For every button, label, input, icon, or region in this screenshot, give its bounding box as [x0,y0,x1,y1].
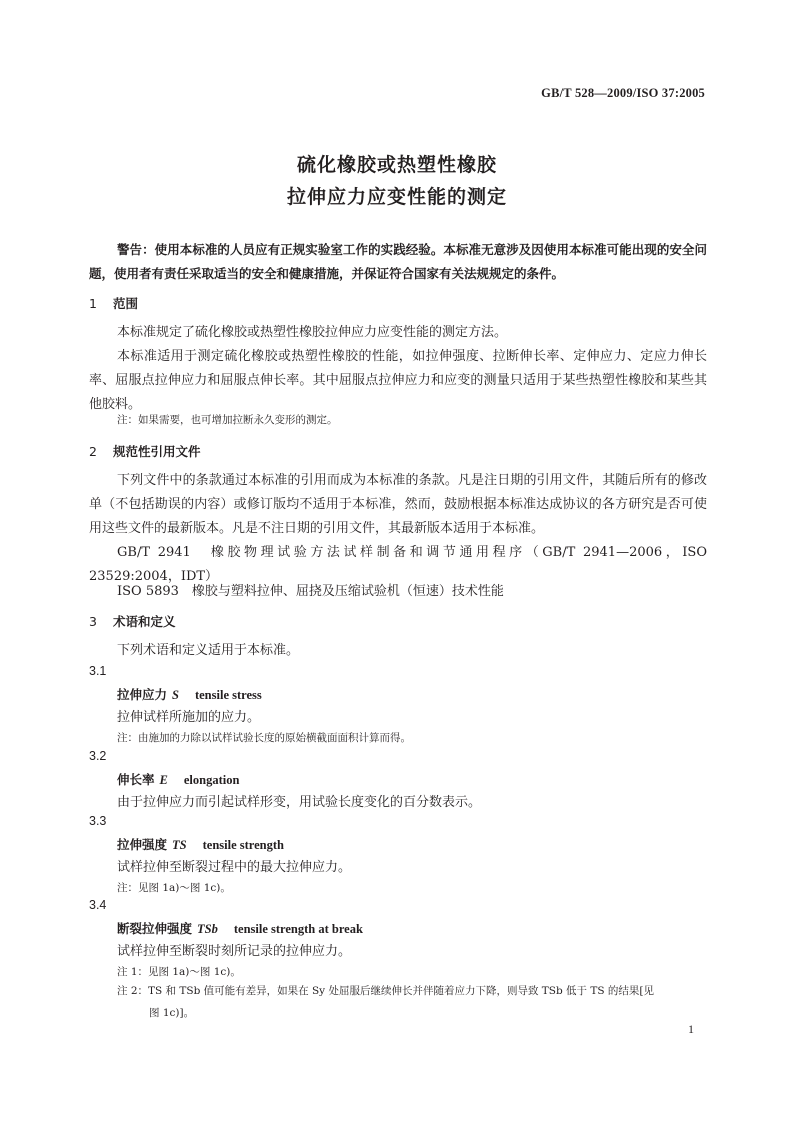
title-line-2: 拉伸应力应变性能的测定 [286,186,507,208]
section-1-paragraph-1: 本标准规定了硫化橡胶或热塑性橡胶拉伸应力应变性能的测定方法。 [117,325,508,340]
title-line-1: 硫化橡胶或热塑性橡胶 [296,154,497,176]
clause-number: 3.1 [89,664,107,678]
clause-number: 3.4 [89,898,107,912]
term-elongation: 伸长率 E elongation [117,772,240,787]
reference-gbt-2941: GB/T 2941 橡胶物理试验方法试样制备和调节通用程序（GB/T 2941—2006，ISO 23529:2004，IDT） [89,545,707,584]
term-tensile-strength: 拉伸强度 TS tensile strength [117,837,284,852]
section-2-heading [89,442,201,460]
section-title: 范围 [113,296,139,311]
term-note: 注：由施加的力除以试样试验长度的原始横截面面积计算而得。 [117,732,411,744]
term-definition: 拉伸试样所施加的应力。 [117,710,261,725]
section-title: 术语和定义 [113,614,176,629]
term-definition: 由于拉伸应力而引起试样形变，用试验长度变化的百分数表示。 [117,795,482,810]
section-number: 3 [89,614,97,629]
standard-code: GB/T 528—2009/ISO 37:2005 [541,86,705,100]
section-title: 规范性引用文件 [113,444,201,459]
term-tensile-stress: 拉伸应力 S tensile stress [117,687,262,702]
section-1-heading [89,294,138,312]
term-note-1: 注 1：见图 1a)～图 1c)。 [117,966,241,978]
term-note: 注：见图 1a)～图 1c)。 [117,882,231,894]
term-definition: 试样拉伸至断裂时刻所记录的拉伸应力。 [117,944,352,959]
term-note-2: 注 2：TS 和 TSb 值可能有差异，如果在 Sy 处屈服后继续伸长并伴随着应力下降，则导致 TSb 低于 TS 的结果[见 图 1c)]。 [117,985,655,1019]
term-tensile-strength-at-break: 断裂拉伸强度 TSb tensile strength at break [117,921,363,936]
clause-number: 3.2 [89,749,107,763]
section-number: 1 [89,296,97,311]
section-1-note: 注：如果需要，也可增加拉断永久变形的测定。 [117,414,338,426]
section-3-intro: 下列术语和定义适用于本标准。 [117,643,300,658]
section-2-paragraph-1: 下列文件中的条款通过本标准的引用而成为本标准的条款。凡是注日期的引用文件，其随后所有的修改单（不包括勘误的内容）或修订版均不适用于本标准，然而，鼓励根据本标准达成协议的各方研究是否可使用这些文件的最新版本。凡是不注日期的引用文件，其最新版本适用于本标准。 [89,473,707,536]
term-definition: 试样拉伸至断裂过程中的最大拉伸应力。 [117,860,352,875]
section-3-heading [89,612,176,630]
section-1-paragraph-2: 本标准适用于测定硫化橡胶或热塑性橡胶的性能，如拉伸强度、拉断伸长率、定伸应力、定应力伸长率、屈服点拉伸应力和屈服点伸长率。其中屈服点拉伸应力和应变的测量只适用于某些热塑性橡胶和某些其他胶料。 [89,349,707,412]
warning-paragraph: 警告：使用本标准的人员应有正规实验室工作的实践经验。本标准无意涉及因使用本标准可能出现的安全问题，使用者有责任采取适当的安全和健康措施，并保证符合国家有关法规规定的条件。 [89,242,707,281]
page-number: 1 [688,1022,694,1036]
reference-iso-5893: ISO 5893 橡胶与塑料拉伸、屈挠及压缩试验机（恒速）技术性能 [117,584,504,599]
clause-number: 3.3 [89,814,107,828]
section-number: 2 [89,444,97,459]
